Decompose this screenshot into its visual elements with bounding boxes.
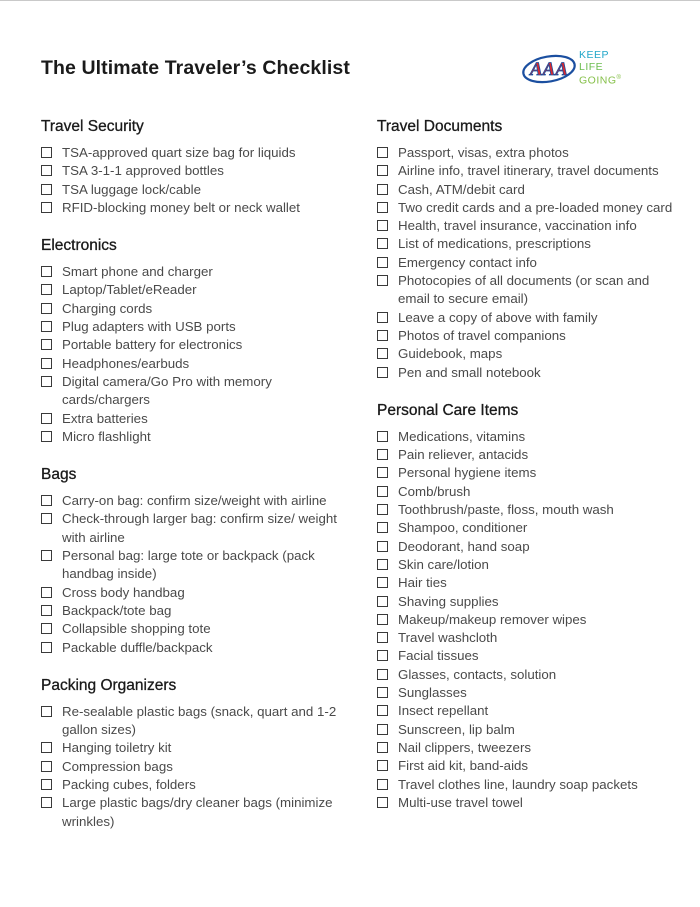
checklist-item-label: Two credit cards and a pre-loaded money card (398, 199, 673, 215)
checklist-item (377, 647, 677, 665)
checklist-item (377, 464, 677, 482)
checklist-item-label: Pain reliever, antacids (398, 447, 529, 463)
checkbox-icon[interactable] (377, 431, 388, 442)
checklist-item-label: Sunscreen, lip balm (398, 721, 515, 737)
checklist-item (377, 702, 677, 720)
checklist-item-label: RFID-blocking money belt or neck wallet (62, 199, 300, 215)
left-column (41, 117, 341, 850)
checkbox-icon[interactable] (41, 550, 52, 561)
checklist-item (377, 538, 677, 556)
checkbox-icon[interactable] (41, 358, 52, 369)
checkbox-icon[interactable] (377, 724, 388, 735)
section-heading: Travel Security (41, 118, 144, 135)
checklist-item (377, 272, 677, 309)
checklist-item-label: Re-sealable plastic bags (snack, quart and 1-2 gallon sizes) (62, 703, 337, 738)
checklist-item (41, 300, 341, 318)
checkbox-icon[interactable] (377, 348, 388, 359)
checklist-item-label: Laptop/Tablet/eReader (62, 282, 197, 298)
checkbox-icon[interactable] (377, 238, 388, 249)
checklist-item (41, 794, 341, 831)
checklist-item (377, 483, 677, 501)
checklist-item-label: Cash, ATM/debit card (398, 181, 525, 197)
checkbox-icon[interactable] (41, 779, 52, 790)
checkbox-icon[interactable] (377, 760, 388, 771)
checklist-item-label: Digital camera/Go Pro with memory cards/chargers (62, 373, 272, 408)
checklist-item (377, 574, 677, 592)
checkbox-icon[interactable] (377, 596, 388, 607)
checkbox-icon[interactable] (377, 742, 388, 753)
checklist-item (377, 309, 677, 327)
checkbox-icon[interactable] (377, 577, 388, 588)
checklist-item (377, 721, 677, 739)
checkbox-icon[interactable] (41, 623, 52, 634)
checklist-item (377, 757, 677, 775)
checkbox-icon[interactable] (377, 467, 388, 478)
checkbox-icon[interactable] (41, 303, 52, 314)
checkbox-icon[interactable] (377, 312, 388, 323)
section-heading: Personal Care Items (377, 401, 519, 419)
section-packing-organizers (41, 676, 341, 831)
checklist-item (377, 327, 677, 345)
checklist-item-label: Glasses, contacts, solution (398, 666, 557, 682)
checkbox-icon[interactable] (377, 184, 388, 195)
checkbox-icon[interactable] (41, 605, 52, 616)
checklist-item (41, 492, 341, 510)
checkbox-icon[interactable] (377, 504, 388, 515)
checklist-item-label: Insect repellant (398, 703, 489, 719)
checklist-item (377, 629, 677, 647)
checkbox-icon[interactable] (377, 202, 388, 213)
checklist-item (41, 739, 341, 757)
checklist-item-label: Headphones/earbuds (62, 355, 190, 371)
checklist-item-label: Makeup/makeup remover wipes (398, 611, 587, 627)
checklist-item-label: Packable duffle/backpack (62, 639, 213, 655)
checklist-item (41, 281, 341, 299)
checkbox-icon[interactable] (377, 559, 388, 570)
checkbox-icon[interactable] (377, 779, 388, 790)
logo-brand-text: AAA (529, 59, 569, 80)
checklist-item-label: Comb/brush (398, 483, 471, 499)
checklist-item-label: TSA 3-1-1 approved bottles (62, 163, 224, 179)
checkbox-icon[interactable] (41, 495, 52, 506)
checklist-item-label: Facial tissues (398, 648, 479, 664)
checkbox-icon[interactable] (377, 220, 388, 231)
checklist-item (377, 345, 677, 363)
checklist (377, 428, 677, 812)
checkbox-icon[interactable] (41, 742, 52, 753)
checklist-item (41, 584, 341, 602)
checklist-item-label: List of medications, prescriptions (398, 236, 591, 252)
checklist-item-label: Check-through larger bag: confirm size/ weight with airline (62, 511, 337, 545)
checklist-item (377, 556, 677, 574)
checklist-item-label: Packing cubes, folders (62, 777, 196, 793)
checklist-item (377, 446, 677, 464)
checkbox-icon[interactable] (41, 184, 52, 195)
section-travel-security (41, 117, 341, 217)
checklist-item (41, 410, 341, 428)
right-column (377, 117, 677, 831)
checkbox-icon[interactable] (41, 431, 52, 442)
checkbox-icon[interactable] (41, 266, 52, 277)
checklist-item-label: Backpack/tote bag (62, 602, 172, 618)
section-heading: Packing Organizers (41, 676, 177, 694)
checklist-item-label: TSA-approved quart size bag for liquids (62, 145, 296, 160)
checklist-item-label: Charging cords (62, 300, 153, 316)
page-title: The Ultimate Traveler’s Checklist (41, 57, 350, 79)
checkbox-icon[interactable] (377, 330, 388, 341)
checklist-item-label: Travel washcloth (398, 630, 498, 646)
checklist-item (41, 547, 341, 584)
checklist-item (377, 217, 677, 235)
logo-tagline (579, 50, 621, 87)
checkbox-icon[interactable] (377, 632, 388, 643)
checklist-item-label: Cross body handbag (62, 584, 185, 600)
checkbox-icon[interactable] (377, 705, 388, 716)
checklist-item-label: Shampoo, conditioner (398, 520, 528, 536)
checklist-item-label: Leave a copy of above with family (398, 309, 598, 325)
checklist-item (377, 501, 677, 519)
checklist-item-label: Hanging toiletry kit (62, 740, 172, 756)
checkbox-icon[interactable] (377, 669, 388, 680)
checklist-item-label: Personal hygiene items (398, 465, 537, 481)
checklist (41, 144, 341, 217)
section-travel-documents (377, 117, 677, 382)
checklist-item (377, 364, 677, 382)
checklist-item (41, 510, 341, 547)
checkbox-icon[interactable] (377, 687, 388, 698)
tagline-line-1: KEEP (579, 49, 610, 61)
checkbox-icon[interactable] (377, 257, 388, 268)
checkbox-icon[interactable] (377, 541, 388, 552)
checklist-item (377, 593, 677, 611)
checklist-item-label: Portable battery for electronics (62, 337, 243, 353)
checklist-item-label: Photocopies of all documents (or scan and email to secure email) (398, 273, 650, 307)
checkbox-icon[interactable] (377, 367, 388, 378)
checklist-item (377, 428, 677, 446)
checkbox-icon[interactable] (41, 706, 52, 717)
checklist-item-label: First aid kit, band-aids (398, 758, 529, 774)
checklist-item (377, 611, 677, 629)
checklist-item (377, 254, 677, 272)
checklist (41, 492, 341, 657)
aaa-oval-logo-icon (521, 52, 577, 86)
checkbox-icon[interactable] (377, 275, 388, 286)
section-electronics (41, 236, 341, 446)
checkbox-icon[interactable] (377, 614, 388, 625)
checklist-item (41, 373, 341, 410)
checkbox-icon[interactable] (41, 284, 52, 295)
checklist-item-label: Collapsible shopping tote (62, 621, 211, 637)
checklist-item (377, 235, 677, 253)
tagline-line-2: LIFE (579, 60, 604, 73)
checklist-item-label: Pen and small notebook (398, 364, 541, 380)
checklist-item-label: Skin care/lotion (398, 556, 489, 572)
checklist-item-label: Health, travel insurance, vaccination info (398, 218, 637, 234)
checkbox-icon[interactable] (41, 165, 52, 176)
checklist-item (41, 758, 341, 776)
checklist-item (41, 355, 341, 373)
section-personal-care-items (377, 401, 677, 812)
checklist-item-label: Emergency contact info (398, 254, 537, 270)
checklist-item (377, 199, 677, 217)
checklist-item-label: Toothbrush/paste, floss, mouth wash (398, 502, 614, 518)
checklist-item-label: Plug adapters with USB ports (62, 319, 236, 335)
checkbox-icon[interactable] (377, 650, 388, 661)
checklist-item-label: Multi-use travel towel (398, 794, 523, 810)
checkbox-icon[interactable] (377, 449, 388, 460)
checklist-item (41, 602, 341, 620)
registered-mark: ® (616, 75, 622, 81)
checklist-item-label: Personal bag: large tote or backpack (pack handbag inside) (62, 548, 315, 582)
checklist-item (41, 318, 341, 336)
checklist (41, 703, 341, 831)
checklist-item-label: Compression bags (62, 758, 173, 774)
checklist-item-label: Nail clippers, tweezers (398, 739, 532, 755)
checklist-item-label: Photos of travel companions (398, 327, 566, 343)
checkbox-icon[interactable] (377, 486, 388, 497)
checklist-item (41, 776, 341, 794)
checkbox-icon[interactable] (41, 797, 52, 808)
checkbox-icon[interactable] (41, 513, 52, 524)
section-heading: Electronics (41, 237, 117, 255)
checklist-item-label: Carry-on bag: confirm size/weight with airline (62, 493, 327, 509)
checkbox-icon[interactable] (41, 642, 52, 653)
checkbox-icon[interactable] (377, 797, 388, 808)
checklist-item-label: Deodorant, hand soap (398, 538, 530, 554)
checkbox-icon[interactable] (41, 761, 52, 772)
checklist-item (41, 428, 341, 446)
checklist-item-label: Guidebook, maps (398, 346, 503, 362)
checklist-item-label: Large plastic bags/dry cleaner bags (minimize wrinkles) (62, 795, 333, 829)
checklist (377, 144, 677, 382)
checklist-item-label: Extra batteries (62, 410, 148, 426)
checklist-item-label: Smart phone and charger (62, 264, 213, 280)
checklist-item (377, 144, 677, 162)
checkbox-icon[interactable] (41, 321, 52, 332)
checklist (41, 263, 341, 446)
checklist-item (377, 684, 677, 702)
aaa-logo (521, 50, 641, 90)
checklist-item (377, 181, 677, 199)
checklist-item-label: TSA luggage lock/cable (62, 181, 201, 197)
checklist-item (377, 776, 677, 794)
checkbox-icon[interactable] (41, 202, 52, 213)
checklist-item (41, 639, 341, 657)
checkbox-icon[interactable] (41, 339, 52, 350)
section-heading: Travel Documents (377, 118, 503, 135)
checklist-item (41, 144, 341, 162)
section-bags (41, 465, 341, 657)
checklist-item (41, 620, 341, 638)
checkbox-icon[interactable] (377, 522, 388, 533)
checklist-item (377, 794, 677, 812)
checklist-item-label: Passport, visas, extra photos (398, 145, 569, 160)
checklist-item (41, 263, 341, 281)
checklist-item-label: Micro flashlight (62, 428, 151, 444)
checklist-item (41, 162, 341, 180)
checklist-item (41, 703, 341, 740)
checklist-item (41, 336, 341, 354)
checklist-item (377, 162, 677, 180)
checklist-item-label: Sunglasses (398, 685, 467, 701)
checklist-item (377, 666, 677, 684)
checklist-item (41, 199, 341, 217)
checkbox-icon[interactable] (41, 587, 52, 598)
tagline-line-3 (579, 73, 621, 87)
checklist-item-label: Shaving supplies (398, 593, 499, 609)
checkbox-icon[interactable] (41, 413, 52, 424)
checkbox-icon[interactable] (41, 147, 52, 158)
checkbox-icon[interactable] (41, 376, 52, 387)
checklist-item-label: Airline info, travel itinerary, travel documents (398, 163, 659, 179)
checklist-item-label: Hair ties (398, 575, 447, 591)
checklist-item (377, 739, 677, 757)
checklist-item-label: Travel clothes line, laundry soap packets (398, 776, 638, 792)
checklist-item (41, 181, 341, 199)
checkbox-icon[interactable] (377, 147, 388, 158)
tagline-line-3-text: GOING (579, 74, 617, 87)
section-heading: Bags (41, 466, 77, 484)
checklist-item-label: Medications, vitamins (398, 428, 526, 444)
checklist-item (377, 519, 677, 537)
checkbox-icon[interactable] (377, 165, 388, 176)
